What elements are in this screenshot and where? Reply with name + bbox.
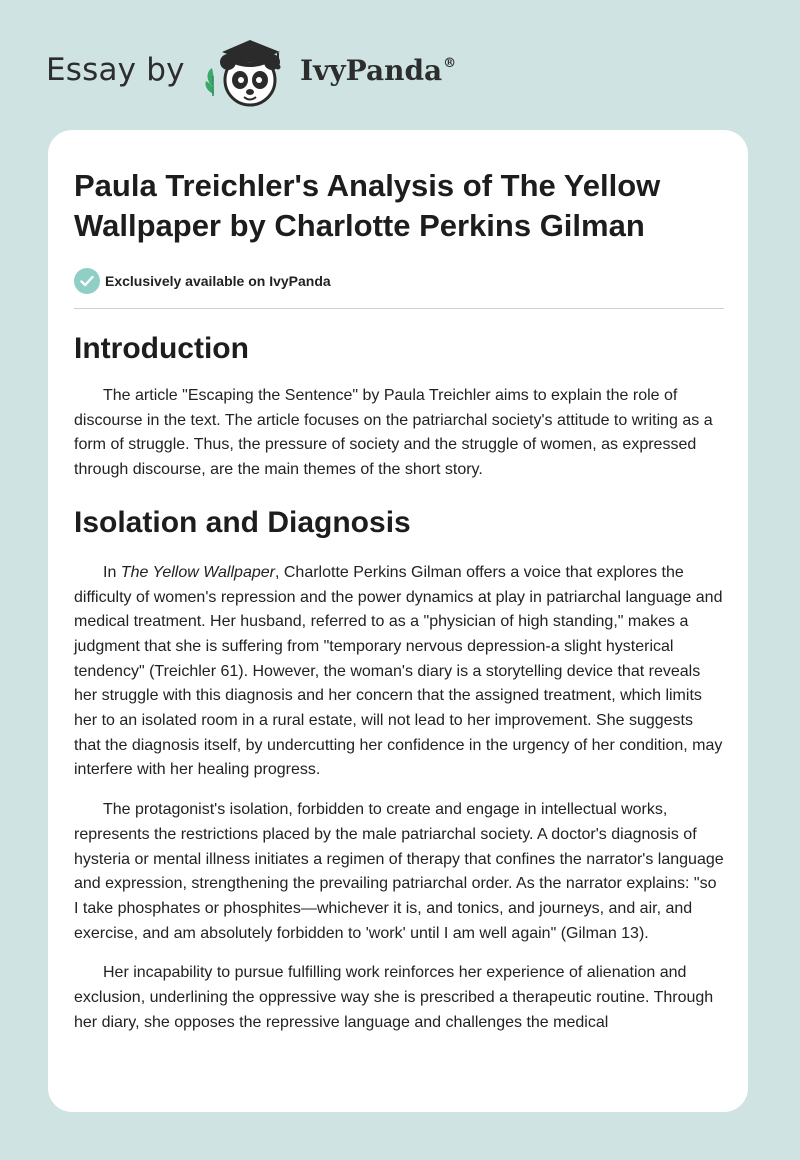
exclusive-badge xyxy=(74,268,724,294)
book-title-italic: The Yellow Wallpaper xyxy=(120,563,275,581)
check-circle-icon xyxy=(74,268,100,294)
paragraph: In The Yellow Wallpaper, Charlotte Perkins Gilman offers a voice that explores the difficulty of women's repression and the power dynamics at play in patriarchal language and medical treatment. Her husband, referred to as a "physician of high standing," makes a judgment that she is suffering from "temporary nervous depression-a slight hysterical tendency" (Treichler 61). However, the woman's diary is a storytelling device that reveals her struggle with this diagnosis and her concern that the assigned treatment, which limits her to an isolated room in a rural estate, will not lead to her improvement. She suggests that the diagnosis itself, by undercutting her confidence in the urgency of her condition, may interfere with her healing progress. xyxy=(74,563,723,779)
essay-card xyxy=(48,130,748,1112)
paragraph: Her incapability to pursue fulfilling work reinforces her experience of alienation and exclusion, underlining the oppressive way she is prescribed a therapeutic routine. Through her diary, she opposes the repressive language and challenges the medical xyxy=(74,964,714,1031)
site-header xyxy=(0,0,800,130)
paragraph: The article "Escaping the Sentence" by Paula Treichler aims to explain the role of discourse in the text. The article focuses on the patriarchal society's attitude to writing as a form of struggle. Thus, the pressure of society and the struggle of women, as expressed through discourse, are the main themes of the short story. xyxy=(74,387,713,479)
section-heading-isolation: Isolation and Diagnosis xyxy=(74,505,411,539)
essay-by-label: Essay by xyxy=(46,52,185,88)
divider xyxy=(74,308,724,309)
section-heading-introduction: Introduction xyxy=(74,332,249,365)
registered-mark: ® xyxy=(443,56,457,71)
badge-label: Exclusively available on IvyPanda xyxy=(105,273,331,289)
page-title: Paula Treichler's Analysis of The Yellow Wallpaper by Charlotte Perkins Gilman xyxy=(74,168,661,243)
panda-graduate-logo-icon[interactable] xyxy=(200,36,292,108)
paragraph: The protagonist's isolation, forbidden to create and engage in intellectual works, represents the restrictions placed by the male patriarchal society. A doctor's diagnosis of hysteria or mental illness initiates a regimen of therapy that confines the narrator's language and expression, strengthening the prevailing patriarchal order. As the narrator explains: "so I take phosphates or phosphites—whichever it is, and tonics, and journeys, and air, and exercise, and am absolutely forbidden to 'work' until I am well again" (Gilman 13). xyxy=(74,801,724,942)
brand-name[interactable]: IvyPanda® xyxy=(300,54,457,87)
essay-content xyxy=(74,166,724,1035)
